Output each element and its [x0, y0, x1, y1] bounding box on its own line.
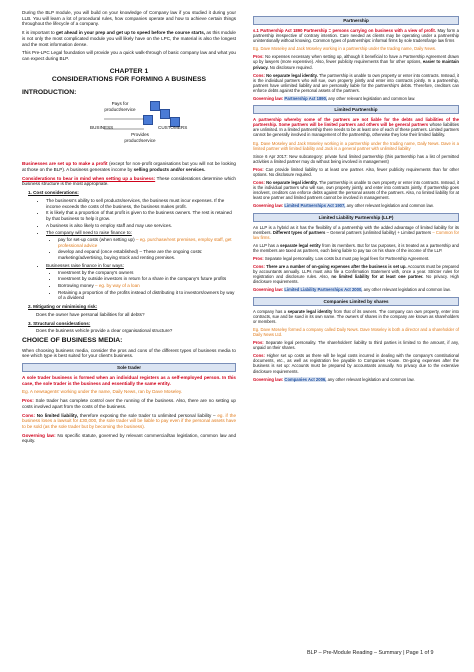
llp-governing-law — [253, 287, 459, 292]
sole-trader-example: Eg. A newsagents' working under the name, Daily News, ran by Dave Moseley. — [22, 389, 183, 395]
llp-header: Limited Liability Partnership (LLP) — [253, 213, 459, 222]
sole-trader-governing-law — [22, 433, 236, 444]
liability-heading: 2. Mitigating or minimising risk: — [28, 304, 98, 310]
list-item: • The company will need to raise finance to: — [46, 230, 236, 236]
llp-p2: An LLP has a — [253, 242, 281, 248]
cons-label: Cons: — [253, 353, 265, 359]
llp-pros — [253, 256, 459, 261]
gov-label: Governing law: — [253, 287, 284, 293]
provides-label: Provides product/service — [124, 132, 156, 144]
business-media-heading: CHOICE OF BUSINESS MEDIA: — [22, 336, 123, 344]
sole-trader-definition: A sole trader business is formed when an individual registers as a self-employed person. In this case, the sole trader is the business and essentially the same entity. — [22, 375, 236, 386]
cons-eg: eg. if the business loses a lawsuit for £30,000, the sole trader will be liable to pay even if the personal assets have to be sold (as the sole trader but by becoming the business). — [22, 412, 236, 429]
gov-label: Governing law: — [253, 96, 284, 102]
gov-act: Partnership Act 1890, — [284, 96, 328, 102]
companies-section — [253, 297, 459, 382]
gov-text: any other relevant legislation and common law. — [326, 376, 415, 382]
intro-paragraph-1: During the BLP module, you will build on your knowledge of Company law if you studied it during your LLB. You will learn a lot of procedural rules, how companies operate and how to achieve certain things throughout the lifecycle of a company. — [22, 10, 236, 27]
square-icon — [160, 109, 170, 119]
gov-text: any other relevant legislation and common law. — [345, 203, 434, 209]
intro-paragraph-3: This Pre-LPC Legal foundation will provide you a quick walk-through of basic company law and what you can expect during BLP. — [22, 50, 236, 61]
list-item — [58, 283, 236, 289]
cons-text: Higher set up costs as there will be legal costs incurred in dealing with the company's constitutional documents, etc., as well as registration fee payable to Companies House. On-going expenses after the business is set up: Accounts must be prepared by accountants annually. No privacy due to the extensive disclosure requirements. — [253, 353, 459, 374]
cost-heading: 1. Cost considerations: — [28, 190, 79, 196]
chapter-subtitle: CONSIDERATIONS FOR FORMING A BUSINESS — [51, 75, 207, 83]
list-item: • Businesses raise finance in four ways: — [46, 263, 236, 269]
llp-def: An LLP is a hybrid as it has the flexibility of a partnership with the added advantage of limited liability for its members. — [253, 224, 459, 235]
cons-text: therefore exposing the sole trader to unlimited personal liability – — [78, 412, 216, 418]
introduction-heading: INTRODUCTION: — [22, 88, 77, 96]
cons-bold: No separate legal identity. — [264, 72, 318, 78]
lp-def-red: A partnership whereby some of the partners are not liable for the debts and liabilities of the partnership. Some partners will be limited partners and others will be general partners — [253, 117, 459, 128]
business-diagram — [22, 99, 236, 155]
list-item — [58, 237, 236, 248]
finance-item-text: Borrowing money — [58, 282, 94, 288]
pays-for-label: Pays for product/service — [104, 101, 136, 113]
intro-p2-post: as this module is not only the most complicated module you will likely have on the LPC, the material is also the longest and the most information dense. — [22, 30, 236, 47]
consider-paragraph — [22, 176, 236, 187]
p-def-red: s.1 Partnership Act 1890 Partnership = persons carrying on business with a view of profit. — [253, 28, 436, 33]
profit-red: Businesses are set up to make a profit — [22, 161, 108, 167]
finance-list — [48, 270, 236, 302]
list-item: • A business is also likely to employ staff and may use services. — [46, 223, 236, 229]
pros-label: Pros: — [22, 398, 34, 404]
companies-header: Companies Limited by shares — [253, 297, 459, 306]
llp-definition — [253, 225, 459, 240]
cons-label: Cons: — [253, 72, 265, 78]
business-label: BUSINESS — [90, 125, 114, 131]
right-column — [253, 16, 459, 386]
cons-bold: No separate legal identity. — [264, 180, 318, 186]
structural-heading: 3. Structural considerations: — [28, 320, 91, 326]
gov-label: Governing law: — [253, 376, 284, 382]
cons-label: Cons: — [253, 180, 265, 186]
gov-act: Limited Liability Partnerships Act 2000, — [284, 287, 363, 293]
square-icon — [150, 101, 160, 111]
left-column — [22, 10, 236, 447]
profit-post: (except for non-profit organisations but you will not be looking at those on the BLP). A business generates income by — [22, 161, 236, 173]
cls-def: from that of its owners. The company can own property, enter into contracts, sue and be sued in its own name. The owners of shares in the company are known as shareholders or members. — [253, 308, 459, 324]
cost-list — [36, 198, 236, 229]
llp-p2b: from its members. But for tax purposes, it is treated as a partnership and the members are taxed as partners, each being liable to pay tax on his share of the income of the LLP. — [253, 242, 459, 253]
llp-def-2: – General partners (unlimited liability) + Limited partners — [325, 229, 432, 235]
lp-cons — [253, 180, 459, 200]
cons-text-2: No privacy. High disclosure requirements. — [253, 274, 459, 285]
p-def: May form a partnership irrespective of contrary intention. Care needed as clients may be operating under a partnership unintentionally without knowing. Common types of partnerships: informal firms by sole traders/large law firms — [253, 28, 459, 44]
llp-def-bold: Different types of partners — [271, 229, 326, 235]
cons-bold-2: no limited liability for at least one partner. — [331, 274, 424, 280]
money-item-text: pay for set-up costs (when setting up) — [58, 237, 135, 243]
money-eg: – eg. purchase/rent premises, employ staff, get professional advice — [58, 237, 232, 248]
pros-text: Separate legal personality. Low costs but must pay legal fees for Partnership Agreement. — [263, 256, 430, 261]
consider-red: Considerations to bear in mind when setting up a business: — [22, 175, 156, 181]
lp-pros — [253, 167, 459, 177]
partnership-example: Eg. Dave Moseley and Jack Moseley working in a partnership under the trading name, Daily News. — [253, 46, 437, 52]
limited-partnership-section — [253, 105, 459, 208]
cons-label: Cons: — [253, 264, 265, 270]
page-footer: BLP – Pre-Module Reading – Summary | Page 1 of 9 — [307, 650, 434, 656]
chapter-title: CHAPTER 1 — [109, 67, 149, 75]
lp-example: Eg. Dave Moseley and Jack Moseley working in a partnership under the trading name, Daily News. Dave is a limited partner with limited liability and Jack is a general partner with unlimited liability — [253, 140, 459, 151]
partnership-header: Partnership — [253, 16, 459, 25]
cls-def-bold: separate legal identity — [287, 308, 333, 314]
sole-trader-header: Sole trader — [22, 363, 236, 372]
list-item: • The business's ability to sell products/services, the business must incur expenses. If the income exceeds the costs of the business, the business makes profit. — [46, 198, 236, 209]
cons-bold: No limited liability, — [35, 412, 79, 418]
intro-p2-pre: It is important to — [22, 30, 57, 36]
lp-def: whose liabilities are unlimited. In a limited partnership there needs to be at least one of each of these partners. Limited partners cannot be generally involved in management of the partnership, otherwise they lose their limited liability. — [253, 122, 460, 138]
list-item: • Investment by the company's owners — [58, 270, 236, 276]
list-item: • It is likely that a proportion of that profit is given to the business owners. The rest is retained by that business to help it grow. — [46, 210, 236, 221]
gov-act: Companies Act 2006, — [284, 376, 327, 382]
profit-bold: selling products and/or services. — [133, 167, 206, 173]
consider-post: These considerations determine which business structure is the most appropriate. — [22, 175, 236, 187]
liability-text: Does the owner have personal liabilities for all debts? — [36, 311, 145, 317]
cons-bold: There are a number of on-going expenses after the business is set up. — [264, 264, 407, 270]
pros-text: Separate legal personality. The shareholders' liability to third parties is limited to the amount, if any, unpaid on their shares. — [253, 340, 459, 351]
sole-trader-pros — [22, 398, 236, 409]
pros-label: Pros: — [253, 54, 264, 60]
pros-label: Pros: — [253, 340, 264, 346]
gov-text: any other relevant legislation and common law. — [362, 287, 451, 293]
intro-p2-bold: get ahead in your prep and get up to speed before the course starts, — [56, 30, 206, 36]
limited-partnership-header: Limited Partnership — [253, 105, 459, 114]
llp-p2-bold: separate legal entity — [280, 242, 321, 248]
partnership-governing-law — [253, 96, 459, 101]
lp-definition — [253, 117, 459, 137]
cls-pros — [253, 340, 459, 350]
partnership-pros — [253, 54, 459, 69]
sole-trader-cons — [22, 413, 236, 430]
partnership-definition — [253, 28, 459, 43]
llp-paragraph-2 — [253, 243, 459, 253]
finance-list-heading — [36, 263, 236, 269]
cons-text: The partnership is unable to own property or enter into contracts. Instead, it is the individual partners who will sue, own property jointly and enter into contracts jointly. In a partnership, partners have unlimited liability and are personally liable for the partnership's debts. Therefore, creditors can enforce debts against the personal assets of the partners. — [253, 72, 459, 93]
lp-governing-law — [253, 203, 459, 208]
pros-text: No expenses necessary when setting up, although it beneficial to have a Partnership Agreement drawn up by lawyers (more expensive). Also, fewer publicity requirements than for other options, — [253, 54, 459, 65]
cls-cons — [253, 353, 459, 373]
pros-label: Pros: — [253, 166, 264, 172]
list-item: • develop and expand (once established) – These are the ongoing costs: marketing/advertising, buying stock and renting premises. — [58, 249, 236, 260]
llp-section — [253, 213, 459, 293]
partnership-section — [253, 16, 459, 101]
cons-text: The partnership is unable to own property or enter into contracts. Instead, it is the individual partners who will sue, own property jointly, and enter into contracts jointly. If partnership goes insolvent, creditors can enforce debts against the personal assets of the partners. Also, no limited liability for at least one partner and limited partners cannot be involved in management. — [253, 180, 459, 201]
pros-text: Can provide limited liability to at least one partner. Also, fewer publicity requirements than for other options. No disclosure required. — [253, 166, 459, 177]
cons-text: Accounts must be prepared by accountants annually. LLPs must also file a Confirmation Statement with, once a year. Stricter rules for registration and disclosure rules. Also, — [253, 264, 459, 280]
gov-text: any other relevant legislation and common law. — [327, 96, 416, 102]
gov-label: Governing law: — [253, 203, 284, 209]
cls-definition — [253, 309, 459, 324]
gov-act: Limited Partnerships Act 1907, — [284, 203, 346, 209]
money-list-heading — [36, 230, 236, 236]
profit-paragraph — [22, 161, 236, 172]
borrow-eg: – eg. by way of a loan — [93, 282, 140, 288]
pros-bold: easier to maintain privacy. — [253, 59, 459, 70]
media-paragraph: When choosing business media, consider the pros and cons of the different types of business media to see which type is best suited for your client's business. — [22, 347, 236, 359]
money-list — [48, 237, 236, 261]
list-item: • Retaining a proportion of the profits instead of distributing it to investors/owners by way of a dividend — [58, 290, 236, 301]
pros-text: Sole trader has complete control over the running of the business. Also, there are no setting up costs involved apart from the costs of the business. — [22, 398, 236, 409]
lp-since: Since 6 Apr 2017: New subcategory: private fund limited partnership (this partnership has a list of permitted activities a limited partner may do without being involved in management) — [253, 153, 459, 164]
structural-text: Does the business vehicle provide a clear organisational structure? — [36, 328, 173, 334]
customers-label: CUSTOMERS — [158, 125, 188, 131]
partnership-cons — [253, 73, 459, 93]
pros-text-2: No disclosure required. — [268, 64, 313, 70]
llp-cons — [253, 264, 459, 284]
cls-example: Eg. Dave Moseley formed a company called Daily News. Dave Moseley is both a director and a shareholder of Daily News Ltd. — [253, 326, 459, 337]
cons-label: Cons: — [22, 412, 36, 418]
intro-paragraph-2 — [22, 30, 236, 47]
cls-def-pre: A company has a — [253, 308, 288, 314]
cls-governing-law — [253, 377, 459, 382]
llp-def-eg: – Common for law firms. — [253, 229, 459, 240]
pros-label: Pros: — [253, 256, 264, 261]
list-item: • Investment by outside investors in return for a share in the company's future profits — [58, 276, 236, 282]
gov-text: No specific statute, governed by relevant commercial/tax legislation, common law and equity. — [22, 432, 236, 444]
gov-label: Governing law: — [22, 432, 56, 438]
